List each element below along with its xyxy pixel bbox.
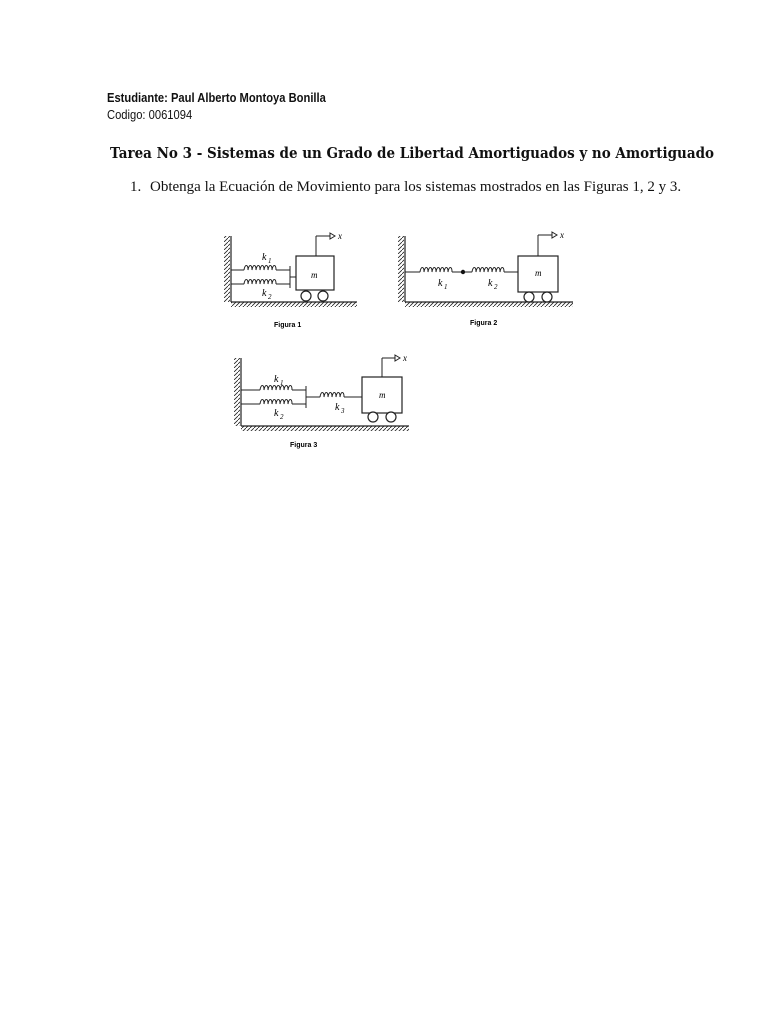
k1-label: k bbox=[438, 278, 443, 289]
question-number: 1. bbox=[130, 179, 142, 195]
question-item bbox=[130, 179, 681, 196]
k2-label: k bbox=[274, 408, 279, 419]
wheel bbox=[542, 292, 552, 302]
x-label: x bbox=[560, 230, 564, 240]
ground bbox=[231, 302, 357, 307]
mass-label: m bbox=[535, 268, 542, 278]
k1-label: k bbox=[262, 252, 267, 263]
spring-k1 bbox=[405, 268, 462, 273]
wall bbox=[234, 358, 241, 426]
k1-subscript: 1 bbox=[444, 283, 448, 291]
k3-subscript: 3 bbox=[341, 407, 345, 415]
ground bbox=[241, 426, 409, 431]
k2-subscript: 2 bbox=[280, 413, 284, 421]
spring-k2 bbox=[464, 268, 518, 273]
mass-label: m bbox=[311, 270, 318, 280]
question-text: Obtenga la Ecuación de Movimiento para los sistemas mostrados en las Figuras 1, 2 y 3. bbox=[150, 179, 682, 195]
figure-1-caption: Figura 1 bbox=[274, 322, 302, 329]
wheel bbox=[386, 412, 396, 422]
wall bbox=[224, 236, 231, 302]
student-code: Codigo: 0061094 bbox=[107, 107, 193, 122]
displacement-arrow bbox=[316, 233, 335, 256]
x-label: x bbox=[403, 353, 407, 363]
figure-3-caption: Figura 3 bbox=[290, 442, 318, 449]
spring-k2 bbox=[231, 280, 290, 285]
k1-label: k bbox=[274, 374, 279, 385]
student-name: Estudiante: Paul Alberto Montoya Bonilla bbox=[107, 90, 326, 105]
k2-label: k bbox=[262, 288, 267, 299]
wheel bbox=[524, 292, 534, 302]
assignment-title: Tarea No 3 - Sistemas de un Grado de Libertad Amortiguados y no Amortiguado bbox=[110, 145, 715, 162]
figure-1-diagram bbox=[224, 226, 364, 336]
figure-2-diagram bbox=[398, 226, 578, 336]
k2-subscript: 2 bbox=[268, 293, 272, 301]
spring-k1 bbox=[231, 266, 290, 271]
displacement-arrow bbox=[538, 232, 557, 256]
wall bbox=[398, 236, 405, 302]
mass-label: m bbox=[379, 390, 386, 400]
spring-k2 bbox=[241, 400, 306, 405]
spring-k3 bbox=[306, 393, 362, 398]
k2-subscript: 2 bbox=[494, 283, 498, 291]
figure-3-diagram bbox=[234, 352, 414, 456]
wheel bbox=[368, 412, 378, 422]
spring-k1 bbox=[241, 386, 306, 391]
figure-2-caption: Figura 2 bbox=[470, 320, 498, 327]
wheel bbox=[318, 291, 328, 301]
wheel bbox=[301, 291, 311, 301]
x-label: x bbox=[338, 231, 342, 241]
ground bbox=[405, 302, 573, 307]
displacement-arrow bbox=[382, 355, 400, 377]
k3-label: k bbox=[335, 402, 340, 413]
k1-subscript: 1 bbox=[280, 379, 284, 387]
k1-subscript: 1 bbox=[268, 257, 272, 265]
k2-label: k bbox=[488, 278, 493, 289]
